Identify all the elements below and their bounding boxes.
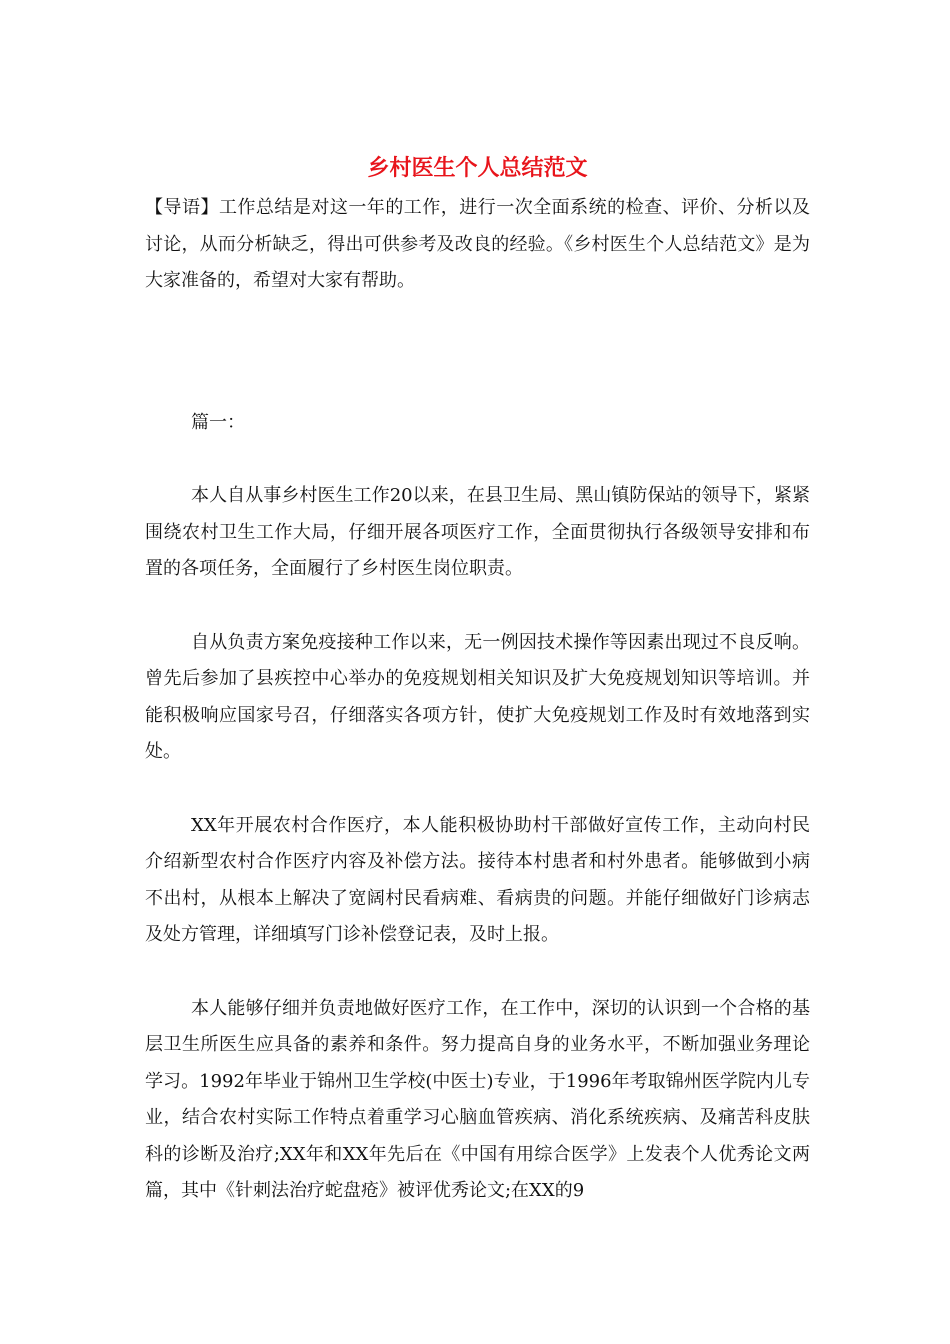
document-page <box>145 148 810 1210</box>
body-paragraph: XX年开展农村合作医疗，本人能积极协助村干部做好宣传工作，主动向村民介绍新型农村合作医疗内容及补偿方法。接待本村患者和村外患者。能够做到小病不出村，从根本上解决了宽阔村民看病难、看病贵的问题。并能仔细做好门诊病志及处方管理，详细填写门诊补偿登记表，及时上报。 <box>145 814 810 945</box>
body-paragraph: 本人能够仔细并负责地做好医疗工作，在工作中，深切的认识到一个合格的基层卫生所医生应具备的素养和条件。努力提高自身的业务水平，不断加强业务理论学习。1992年毕业于锦州卫生学校(中医士)专业，于1996年考取锦州医学院内儿专业，结合农村实际工作特点着重学习心脑血管疾病、消化系统疾病、及痛苦科皮肤科的诊断及治疗;XX年和XX年先后在《中国有用综合医学》上发表个人优秀论文两篇，其中《针刺法治疗蛇盘疮》被评优秀论文;在XX的9 <box>145 997 810 1201</box>
body-paragraph: 本人自从事乡村医生工作20以来，在县卫生局、黑山镇防保站的领导下，紧紧围绕农村卫生工作大局，仔细开展各项医疗工作，全面贯彻执行各级领导安排和布置的各项任务，全面履行了乡村医生岗位职责。 <box>145 485 810 579</box>
document-title: 乡村医生个人总结范文 <box>367 155 588 181</box>
body-paragraph: 自从负责方案免疫接种工作以来，无一例因技术操作等因素出现过不良反响。曾先后参加了县疾控中心举办的免疫规划相关知识及扩大免疫规划知识等培训。并能积极响应国家号召，仔细落实各项方针，使扩大免疫规划工作及时有效地落到实处。 <box>145 631 810 762</box>
intro-paragraph: 【导语】工作总结是对这一年的工作，进行一次全面系统的检查、评价、分析以及讨论，从而分析缺乏，得出可供参考及改良的经验。《乡村医生个人总结范文》是为大家准备的，希望对大家有帮助。 <box>145 197 810 291</box>
section-heading: 篇一： <box>191 411 245 433</box>
